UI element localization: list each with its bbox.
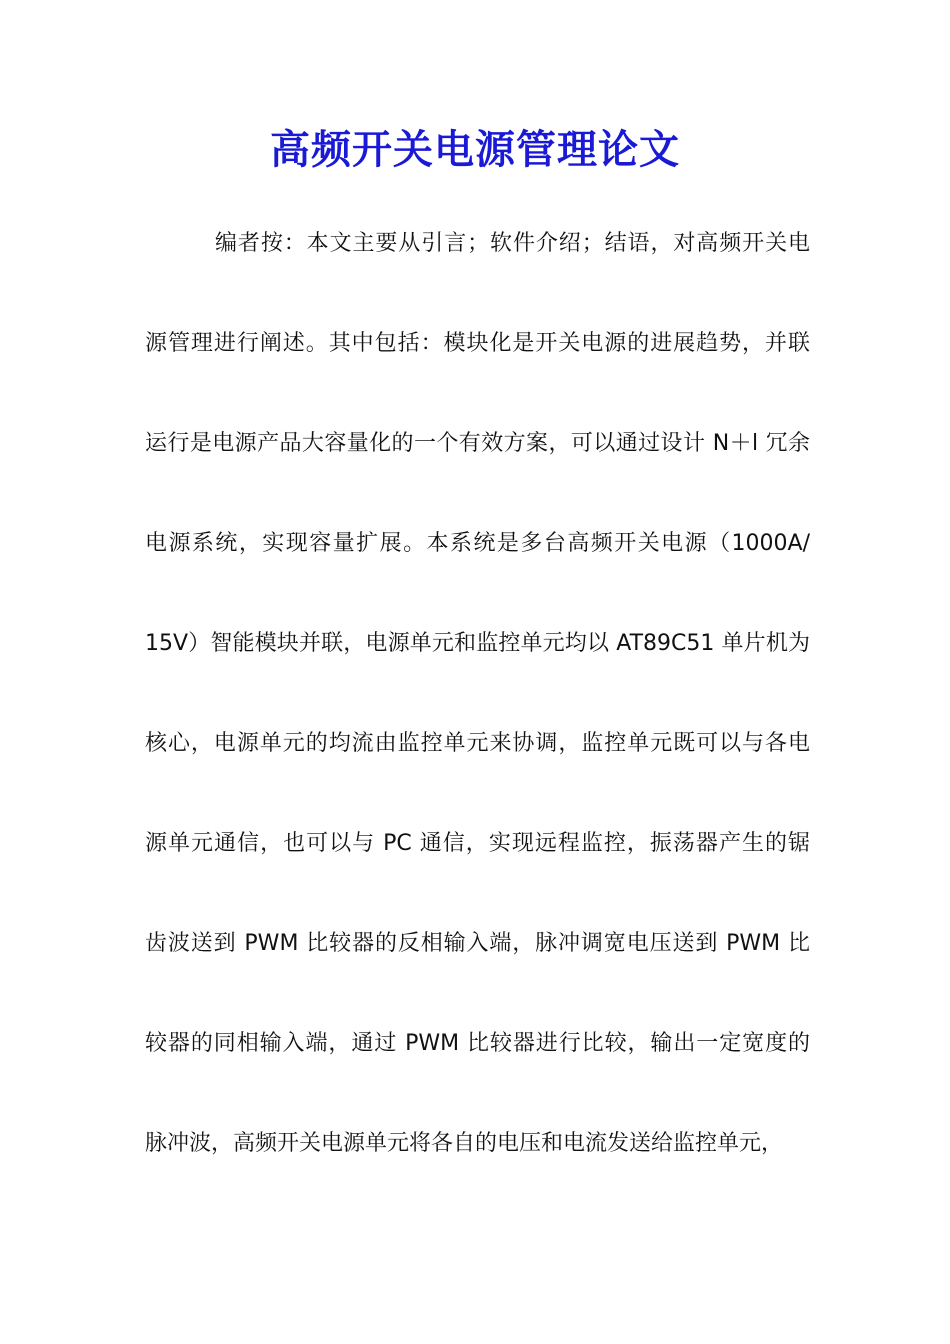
document-body (145, 218, 810, 1218)
body-line: 齿波送到 PWM 比较器的反相输入端，脉冲调宽电压送到 PWM 比 (145, 931, 810, 956)
body-line: 编者按：本文主要从引言；软件介绍；结语，对高频开关电 (215, 231, 810, 256)
body-line: 脉冲波，高频开关电源单元将各自的电压和电流发送给监控单元， (145, 1131, 784, 1156)
body-line: 源单元通信，也可以与 PC 通信，实现远程监控，振荡器产生的锯 (145, 831, 810, 856)
body-line: 核心，电源单元的均流由监控单元来协调，监控单元既可以与各电 (145, 731, 810, 756)
document-title: 高频开关电源管理论文 (270, 126, 680, 173)
body-line: 电源系统，实现容量扩展。本系统是多台高频开关电源（1000A/ (145, 531, 810, 556)
body-line: 较器的同相输入端，通过 PWM 比较器进行比较，输出一定宽度的 (145, 1031, 810, 1056)
body-line: 15V）智能模块并联，电源单元和监控单元均以 AT89C51 单片机为 (145, 631, 810, 656)
body-line: 源管理进行阐述。其中包括：模块化是开关电源的进展趋势，并联 (145, 331, 810, 356)
body-line: 运行是电源产品大容量化的一个有效方案，可以通过设计 N＋l 冗余 (145, 431, 810, 456)
